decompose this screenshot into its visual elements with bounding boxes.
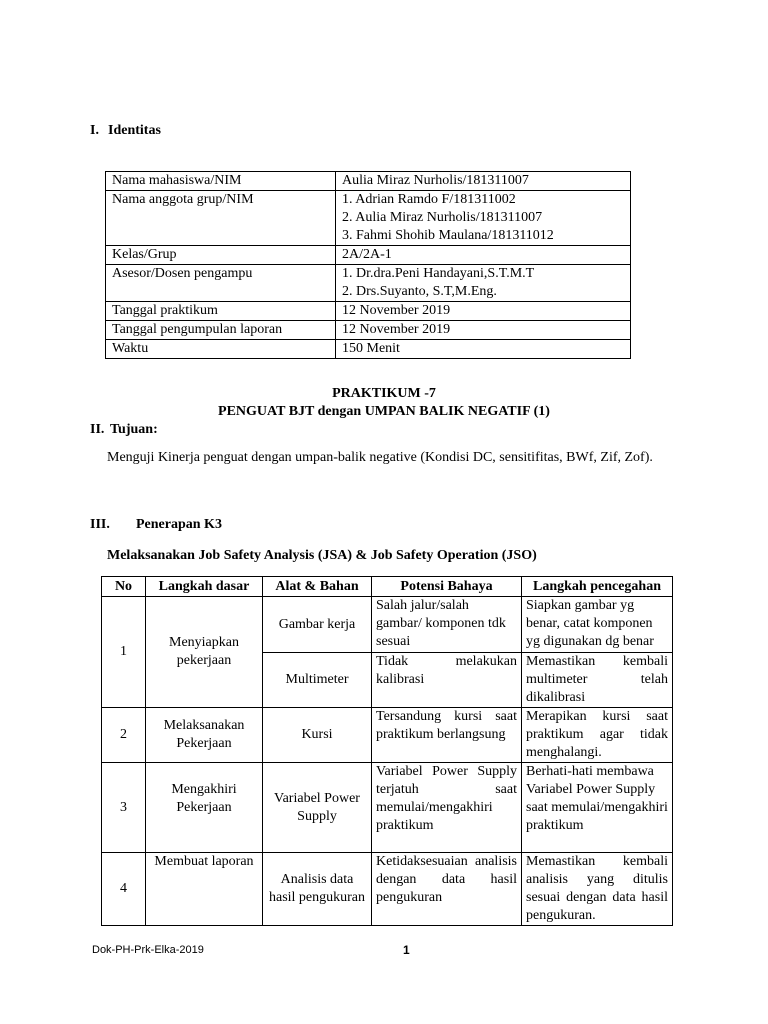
jsa-header-no: No xyxy=(102,577,146,597)
identity-row xyxy=(106,172,631,191)
identity-label: Asesor/Dosen pengampu xyxy=(106,265,336,302)
practicum-title: PENGUAT BJT dengan UMPAN BALIK NEGATIF (1) xyxy=(218,404,550,419)
jsa-header-row xyxy=(102,577,673,597)
jsa-table xyxy=(101,576,673,926)
jsa-row xyxy=(102,597,673,653)
identity-value: 1. Dr.dra.Peni Handayani,S.T.M.T 2. Drs.Suyanto, S.T,M.Eng. xyxy=(336,265,631,302)
section-3-number: III. xyxy=(90,517,110,532)
jsa-hazard: Tidak melakukan kalibrasi xyxy=(372,653,522,708)
identity-row xyxy=(106,191,631,246)
jsa-hazard: Ketidaksesuaian analisis dengan data hasil pengukuran xyxy=(372,853,522,926)
jsa-header-prevention: Langkah pencegahan xyxy=(522,577,673,597)
identity-value: Aulia Miraz Nurholis/181311007 xyxy=(336,172,631,191)
section-3-subtitle: Melaksanakan Job Safety Analysis (JSA) & Job Safety Operation (JSO) xyxy=(107,548,537,563)
page-number: 1 xyxy=(403,943,410,957)
identity-value: 12 November 2019 xyxy=(336,321,631,340)
practicum-number: PRAKTIKUM -7 xyxy=(332,386,436,401)
identity-value: 2A/2A-1 xyxy=(336,246,631,265)
jsa-prevention: Siapkan gambar yg benar, catat komponen yg digunakan dg benar xyxy=(522,597,673,653)
jsa-header-step: Langkah dasar xyxy=(146,577,263,597)
jsa-row xyxy=(102,763,673,853)
objective-paragraph: Menguji Kinerja penguat dengan umpan-balik negative (Kondisi DC, sensitifitas, BWf, Zif, Zof). xyxy=(107,450,653,465)
jsa-step: Menyiapkan pekerjaan xyxy=(146,597,263,708)
jsa-tool: Multimeter xyxy=(263,653,372,708)
identity-row xyxy=(106,302,631,321)
jsa-header-hazard: Potensi Bahaya xyxy=(372,577,522,597)
jsa-step: Mengakhiri Pekerjaan xyxy=(146,763,263,853)
identity-value: 1. Adrian Ramdo F/181311002 2. Aulia Miraz Nurholis/181311007 3. Fahmi Shohib Maulana/181311012 xyxy=(336,191,631,246)
identity-value: 12 November 2019 xyxy=(336,302,631,321)
jsa-tool: Variabel Power Supply xyxy=(263,763,372,853)
identity-label: Kelas/Grup xyxy=(106,246,336,265)
jsa-hazard: Tersandung kursi saat praktikum berlangsung xyxy=(372,708,522,763)
jsa-hazard: Variabel Power Supply terjatuh saat memulai/mengakhiri praktikum xyxy=(372,763,522,853)
jsa-header-tool: Alat & Bahan xyxy=(263,577,372,597)
jsa-prevention: Merapikan kursi saat praktikum agar tidak menghalangi. xyxy=(522,708,673,763)
jsa-step: Melaksanakan Pekerjaan xyxy=(146,708,263,763)
identity-row xyxy=(106,265,631,302)
jsa-tool: Kursi xyxy=(263,708,372,763)
jsa-no: 3 xyxy=(102,763,146,853)
jsa-prevention: Memastikan kembali multimeter telah dikalibrasi xyxy=(522,653,673,708)
identity-row xyxy=(106,340,631,359)
document-code: Dok-PH-Prk-Elka-2019 xyxy=(92,944,204,956)
identity-row xyxy=(106,321,631,340)
jsa-no: 2 xyxy=(102,708,146,763)
section-2-number: II. xyxy=(90,422,105,437)
identity-label: Nama mahasiswa/NIM xyxy=(106,172,336,191)
jsa-step: Membuat laporan xyxy=(146,853,263,926)
identity-label: Nama anggota grup/NIM xyxy=(106,191,336,246)
jsa-no: 4 xyxy=(102,853,146,926)
jsa-hazard: Salah jalur/salah gambar/ komponen tdk sesuai xyxy=(372,597,522,653)
jsa-row xyxy=(102,853,673,926)
identity-label: Tanggal pengumpulan laporan xyxy=(106,321,336,340)
section-3-title: Penerapan K3 xyxy=(136,517,222,532)
identity-label: Waktu xyxy=(106,340,336,359)
jsa-no: 1 xyxy=(102,597,146,708)
identity-table xyxy=(105,171,631,359)
jsa-row xyxy=(102,708,673,763)
identity-label: Tanggal praktikum xyxy=(106,302,336,321)
identity-value: 150 Menit xyxy=(336,340,631,359)
section-2-heading xyxy=(90,422,158,438)
section-1-title: Identitas xyxy=(108,123,161,138)
jsa-tool: Analisis data hasil pengukuran xyxy=(263,853,372,926)
section-2-title: Tujuan: xyxy=(110,422,158,437)
section-1-number: I. xyxy=(90,123,99,138)
identity-row xyxy=(106,246,631,265)
jsa-prevention: Memastikan kembali analisis yang ditulis sesuai dengan data hasil pengukuran. xyxy=(522,853,673,926)
jsa-tool: Gambar kerja xyxy=(263,597,372,653)
section-3-heading xyxy=(90,517,222,533)
section-1-heading xyxy=(90,123,161,139)
jsa-prevention: Berhati-hati membawa Variabel Power Supply saat memulai/mengakhiri praktikum xyxy=(522,763,673,853)
